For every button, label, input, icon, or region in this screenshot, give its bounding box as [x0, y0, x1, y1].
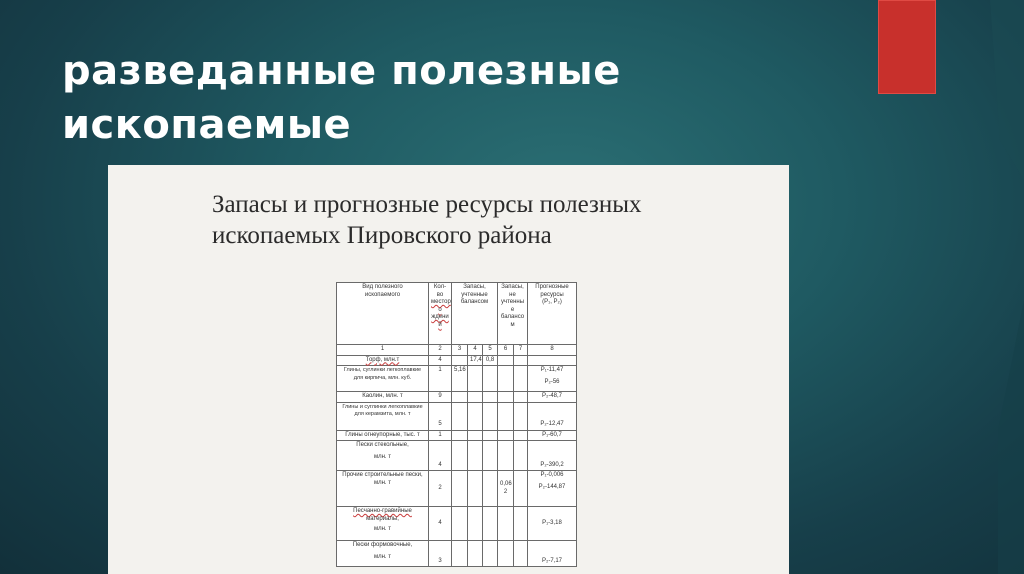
row-name: Глины и суглинки легкоплавкие для керамзита, млн. т: [337, 402, 429, 430]
row-cell: 17,4: [468, 355, 483, 366]
accent-bar: [878, 0, 936, 94]
row-cell: [468, 541, 483, 567]
row-cell: [498, 441, 514, 471]
row-cell: [452, 507, 468, 541]
row-cell: [468, 392, 483, 403]
row-cell: [483, 441, 498, 471]
document-heading-line1: Запасы и прогнозные ресурсы полезных: [212, 191, 642, 218]
row-cell: [452, 471, 468, 507]
row-cell: [514, 441, 528, 471]
document-heading: [212, 189, 772, 251]
document-heading-line2: ископаемых Пировского района: [212, 222, 552, 249]
row-count: 1: [429, 366, 452, 392]
row-cell: [514, 507, 528, 541]
row-cell: [468, 366, 483, 392]
row-forecast: P₂-7,17: [528, 541, 577, 567]
row-count: 2: [429, 471, 452, 507]
table-row: [337, 471, 577, 507]
row-count: 1: [429, 430, 452, 441]
row-cell: [452, 430, 468, 441]
table-row: [337, 402, 577, 430]
row-name: Пески формовочные, млн. т: [337, 541, 429, 567]
row-cell: [498, 355, 514, 366]
row-count: 4: [429, 355, 452, 366]
row-name: Глины огнеупорные, тыс. т: [337, 430, 429, 441]
col-number: 1: [337, 345, 429, 356]
row-cell: [498, 507, 514, 541]
col-number: 7: [514, 345, 528, 356]
row-forecast: P₁-0,006 P₂-144,87: [528, 471, 577, 507]
row-cell: [483, 541, 498, 567]
row-cell: [452, 541, 468, 567]
row-count: 9: [429, 392, 452, 403]
row-cell: [514, 541, 528, 567]
header-forecast-resources: Прогнозные ресурсы (P₁, P₂): [528, 283, 577, 345]
row-cell: [483, 366, 498, 392]
row-cell: 0,8: [483, 355, 498, 366]
row-cell: 5,16: [452, 366, 468, 392]
row-forecast: P₁-60,7: [528, 430, 577, 441]
header-balance-reserves: Запасы, учтенные балансом: [452, 283, 498, 345]
row-name: Песчанно-гравийные материалы, млн. т: [337, 507, 429, 541]
row-cell: [468, 441, 483, 471]
table-row: [337, 355, 577, 366]
table-number-row: [337, 345, 577, 356]
row-cell: [483, 471, 498, 507]
row-forecast: P₁-3,18: [528, 507, 577, 541]
row-count: 4: [429, 507, 452, 541]
row-cell: [468, 430, 483, 441]
row-cell: [514, 471, 528, 507]
row-cell: [468, 402, 483, 430]
header-deposit-count: Кол-во местор о ждени й: [429, 283, 452, 345]
col-number: 5: [483, 345, 498, 356]
row-name: Торф, млн.т: [337, 355, 429, 366]
row-count: 4: [429, 441, 452, 471]
table-row: [337, 541, 577, 567]
row-name: Глины, суглинки легкоплавкие для кирпича, млн. куб.: [337, 366, 429, 392]
row-cell: [483, 430, 498, 441]
row-cell: [514, 430, 528, 441]
row-cell: 0,06 2: [498, 471, 514, 507]
slide-title-line1: разведанные полезные: [62, 48, 621, 94]
row-cell: [498, 430, 514, 441]
row-cell: [483, 402, 498, 430]
row-cell: [452, 441, 468, 471]
row-cell: [498, 402, 514, 430]
resources-table: [336, 282, 577, 567]
slide-title: [62, 44, 822, 152]
row-cell: [468, 471, 483, 507]
col-number: 8: [528, 345, 577, 356]
row-forecast: P₂-48,7: [528, 392, 577, 403]
decorative-arrow-shapes: [970, 0, 1024, 574]
row-cell: [514, 355, 528, 366]
col-number: 3: [452, 345, 468, 356]
slide-title-line2: ископаемые: [62, 102, 352, 148]
table-header-row: [337, 283, 577, 345]
row-cell: [498, 392, 514, 403]
row-cell: [498, 541, 514, 567]
row-forecast: P₁-11,47 P₂-56: [528, 366, 577, 392]
row-cell: [452, 355, 468, 366]
table-row: [337, 441, 577, 471]
header-mineral-type: Вид полезного ископаемого: [337, 283, 429, 345]
table-row: [337, 366, 577, 392]
row-name: Каолин, млн. т: [337, 392, 429, 403]
row-cell: [514, 392, 528, 403]
col-number: 2: [429, 345, 452, 356]
row-forecast: [528, 355, 577, 366]
row-name: Пески стекольные, млн. т: [337, 441, 429, 471]
row-cell: [514, 366, 528, 392]
row-cell: [483, 507, 498, 541]
row-count: 3: [429, 541, 452, 567]
header-offbalance-reserves: Запасы, не учтенны е балансо м: [498, 283, 528, 345]
table-row: [337, 507, 577, 541]
document-image: [108, 165, 789, 574]
row-cell: [514, 402, 528, 430]
row-name: Прочие строительные пески, млн. т: [337, 471, 429, 507]
row-cell: [452, 402, 468, 430]
row-cell: [468, 507, 483, 541]
row-count: 5: [429, 402, 452, 430]
row-forecast: P₂-12,47: [528, 402, 577, 430]
table-row: [337, 430, 577, 441]
row-cell: [483, 392, 498, 403]
col-number: 6: [498, 345, 514, 356]
row-cell: [452, 392, 468, 403]
table-row: [337, 392, 577, 403]
row-forecast: P₂-390,2: [528, 441, 577, 471]
col-number: 4: [468, 345, 483, 356]
row-cell: [498, 366, 514, 392]
